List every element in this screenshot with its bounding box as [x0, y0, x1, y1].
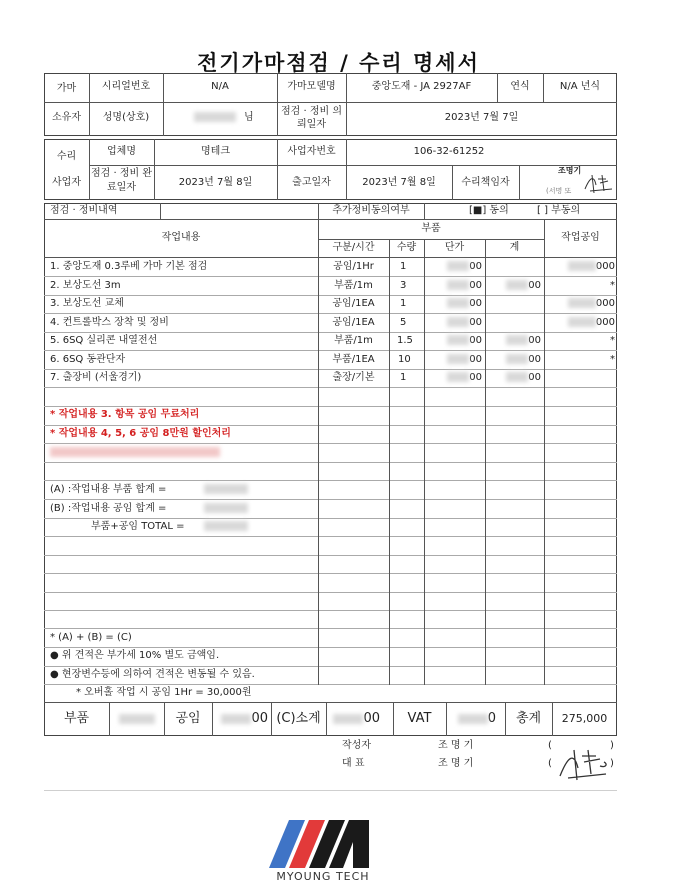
item-desc: 6. 6SQ 동관단자 [50, 354, 126, 365]
serial-label: 시리얼번호 [101, 81, 151, 92]
unit-price-header: 단가 [444, 242, 465, 253]
parts-header: 부품 [421, 223, 441, 234]
year-value: N/A 년식 [559, 81, 601, 92]
item-type: 부품/1m [334, 335, 373, 346]
item-row-total: 00 [485, 354, 541, 366]
release-date-value: 2023년 7월 8일 [362, 177, 436, 188]
change-note: ● 현장변수등에 의하여 견적은 변동될 수 있음. [50, 669, 255, 680]
bizno-value: 106-32-61252 [413, 146, 485, 157]
item-labor: 000 [544, 298, 615, 310]
item-unit-price: 00 [424, 317, 482, 329]
item-labor: * [610, 354, 615, 365]
type-header: 구분/시간 [332, 242, 375, 253]
item-qty: 1.5 [397, 335, 413, 346]
total-sum-label: 부품+공임 TOTAL = [91, 521, 185, 532]
note-free-labor: * 작업내용 3. 항목 공임 무료처리 [50, 409, 200, 420]
item-unit-price: 00 [424, 335, 482, 347]
labor-header: 작업공임 [561, 232, 600, 243]
parts-sum-value [204, 484, 248, 496]
item-desc: 7. 출장비 (서울경기) [50, 372, 142, 383]
year-label: 연식 [510, 81, 530, 92]
bizno-label: 사업자번호 [287, 146, 336, 157]
item-row-total: 00 [485, 372, 541, 384]
item-desc: 5. 6SQ 실리콘 내열전선 [50, 335, 158, 346]
parts-total-value [109, 712, 164, 726]
manager-name: 조명기 [558, 166, 582, 175]
labor-total-value: 00 [212, 712, 268, 726]
extra-repair-label: 추가정비동의여부 [332, 205, 410, 216]
rep-paren-open: ( [548, 758, 552, 769]
vat-note: ● 위 견적은 부가세 10% 별도 금액임. [50, 650, 220, 661]
item-qty: 1 [400, 298, 407, 309]
signature-mark [556, 744, 612, 784]
name-label: 성명(상호) [102, 112, 150, 123]
overtime-note: * 오버홀 작업 시 공임 1Hr = 30,000원 [76, 687, 252, 698]
item-qty: 10 [398, 354, 411, 365]
labor-sum-value [204, 503, 248, 515]
company-value: 명테크 [201, 146, 230, 157]
model-value: 중앙도재 - JA 2927AF [371, 81, 472, 92]
note-redacted [50, 447, 220, 459]
owner-name-suffix: 님 [244, 112, 254, 123]
work-content-header: 작업내용 [161, 232, 201, 243]
request-date-label: 점검 · 정비 의뢰일자 [280, 106, 342, 130]
serial-value: N/A [211, 81, 229, 92]
vat-label: VAT [407, 711, 432, 726]
total-sum-value [204, 521, 248, 533]
agree-option: [■] 동의 [469, 205, 509, 216]
request-date-value: 2023년 7월 7일 [444, 112, 519, 123]
grand-total-value: 275,000 [561, 712, 608, 725]
item-unit-price: 00 [424, 298, 482, 310]
complete-date-value: 2023년 7월 8일 [178, 177, 253, 188]
writer-label: 작성자 [342, 740, 371, 751]
item-unit-price: 00 [424, 354, 482, 366]
item-qty: 3 [400, 280, 407, 291]
item-desc: 1. 중앙도재 0.3루베 가마 기본 점검 [50, 261, 208, 272]
disagree-option: [ ] 부동의 [537, 205, 581, 216]
vat-value: 0 [446, 712, 496, 726]
parts-sum-label: (A) :작업내용 부품 합계 = [50, 484, 167, 495]
parts-total-label: 부품 [63, 711, 90, 726]
item-row-total: 00 [485, 335, 541, 347]
model-label: 가마모델명 [287, 81, 336, 92]
signature-mark [582, 171, 616, 195]
repairer-label-2: 사업자 [52, 177, 81, 188]
grand-total-label: 총계 [515, 711, 542, 726]
item-labor: 000 [544, 261, 615, 273]
item-type: 공임/1EA [332, 317, 375, 328]
item-desc: 2. 보상도선 3m [50, 280, 121, 291]
logo-text: MYOUNG TECH [276, 870, 370, 883]
rep-label: 대 표 [342, 758, 365, 769]
document-title: 전기가마점검 / 수리 명세서 [197, 51, 480, 75]
labor-sum-label: (B) :작업내용 공임 합계 = [50, 503, 167, 514]
rep-paren-close: ) [610, 758, 614, 769]
item-desc: 4. 컨트롤박스 장착 및 정비 [50, 317, 169, 328]
owner-label: 소유자 [52, 112, 81, 123]
item-qty: 1 [400, 261, 407, 272]
item-type: 부품/1EA [332, 354, 375, 365]
details-label: 점검 · 정비내역 [50, 205, 118, 216]
complete-date-label: 점검 · 정비 완료일자 [90, 168, 152, 193]
subtotal-label: (C)소계 [276, 711, 321, 726]
writer-paren-open: ( [548, 740, 552, 751]
row-total-header: 계 [509, 242, 520, 253]
item-unit-price: 00 [424, 372, 482, 384]
item-labor: 000 [544, 317, 615, 329]
item-unit-price: 00 [424, 280, 482, 292]
item-labor: * [610, 280, 615, 291]
formula-note: * (A) + (B) = (C) [50, 632, 132, 643]
item-type: 출장/기본 [332, 372, 375, 383]
repairer-label-1: 수리 [56, 151, 77, 162]
kiln-label: 가마 [56, 83, 77, 94]
item-type: 공임/1EA [332, 298, 375, 309]
subtotal-value: 00 [326, 712, 380, 726]
footer-divider [44, 790, 617, 791]
writer-name: 조 명 기 [438, 740, 474, 751]
item-labor: * [610, 335, 615, 346]
writer-paren-close: ) [610, 740, 614, 751]
note-discount: * 작업내용 4, 5, 6 공임 8만원 할인처리 [50, 428, 231, 439]
owner-name-redacted [194, 112, 236, 124]
item-row-total: 00 [485, 280, 541, 292]
myoung-tech-logo-icon [267, 812, 379, 870]
signature-hint: (서명 또 [546, 187, 572, 195]
responsible-label: 수리책임자 [461, 177, 510, 188]
item-qty: 5 [400, 317, 407, 328]
item-type: 부품/1m [334, 280, 373, 291]
item-desc: 3. 보상도선 교체 [50, 298, 124, 309]
release-date-label: 출고일자 [292, 177, 331, 188]
item-unit-price: 00 [424, 261, 482, 273]
rep-name: 조 명 기 [438, 758, 474, 769]
company-label: 업체명 [107, 146, 136, 157]
item-qty: 1 [400, 372, 407, 383]
qty-header: 수량 [396, 242, 417, 253]
labor-total-label: 공임 [175, 711, 201, 726]
item-type: 공임/1Hr [333, 261, 374, 272]
